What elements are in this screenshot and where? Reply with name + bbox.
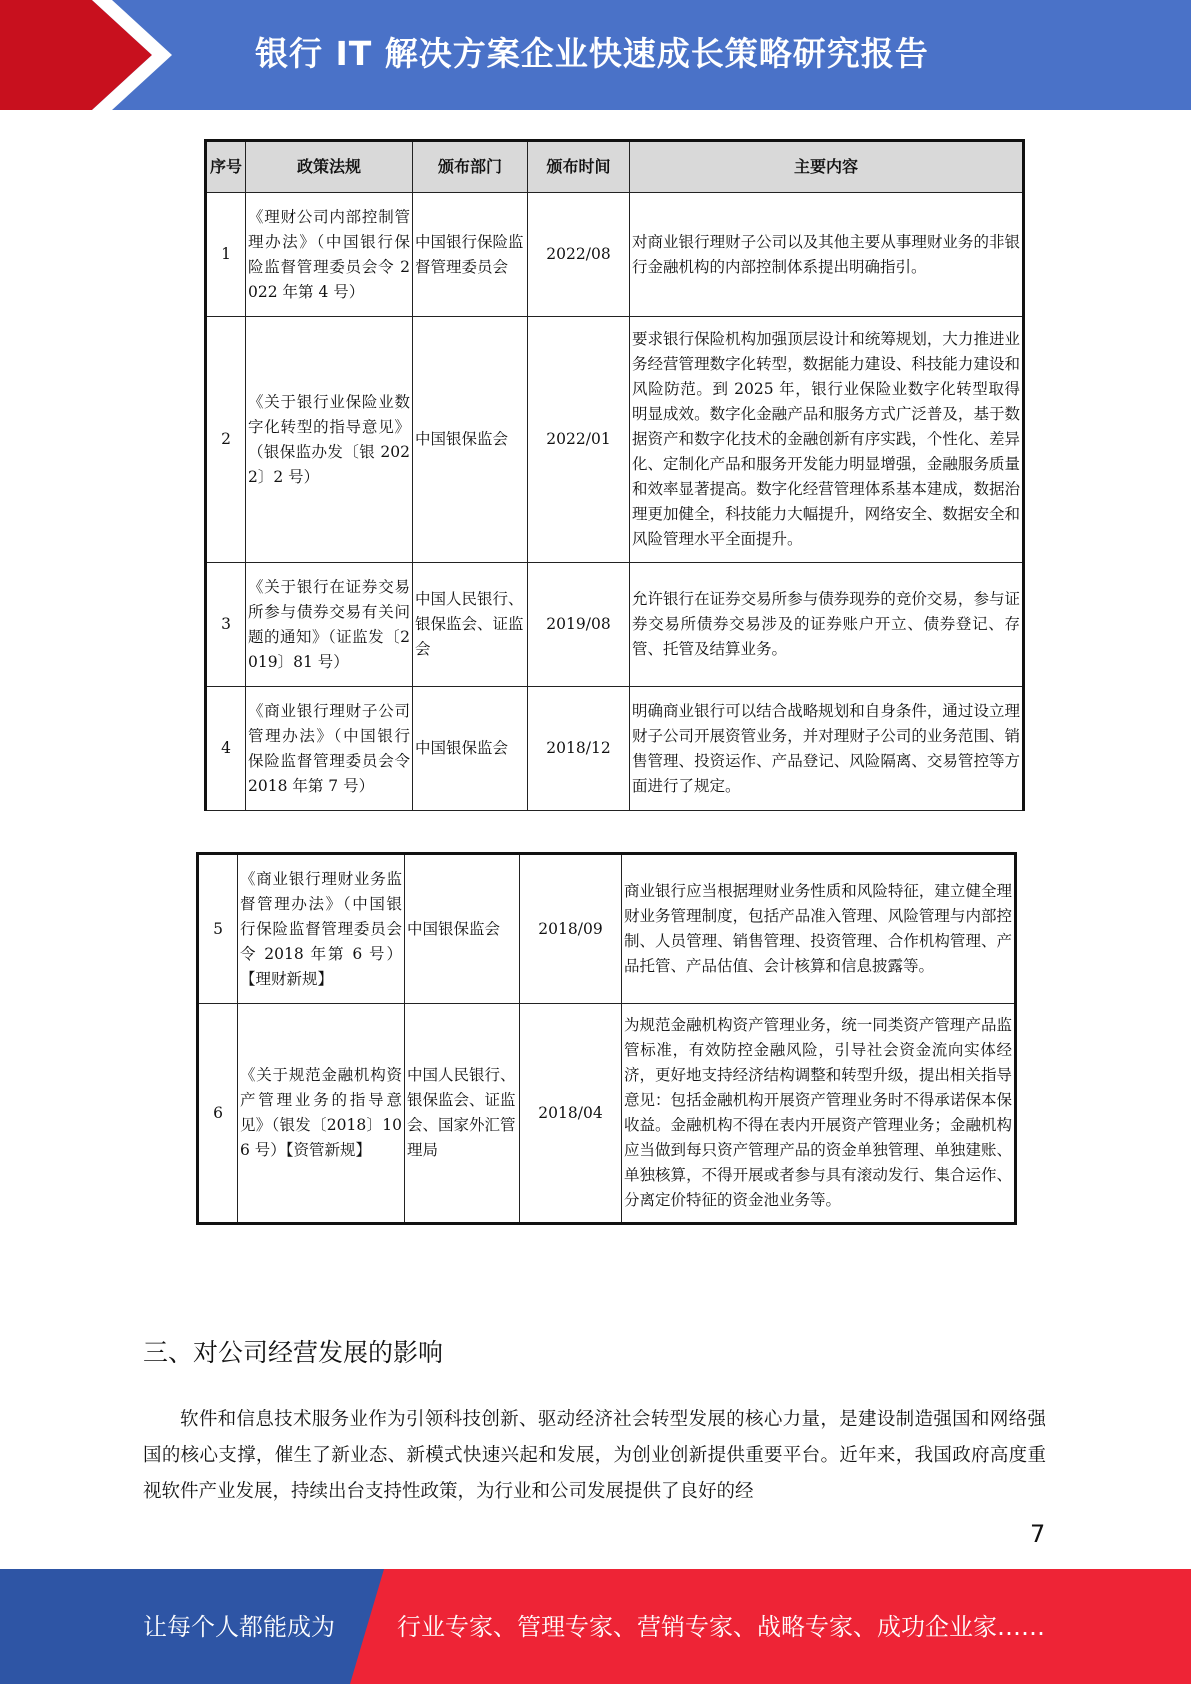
page-number: 7 (1030, 1520, 1046, 1548)
table-header-row (206, 141, 1024, 193)
department: 中国银保监会 (413, 687, 528, 811)
report-title: 银行 IT 解决方案企业快速成长策略研究报告 (255, 34, 929, 73)
main-content: 对商业银行理财子公司以及其他主要从事理财业务的非银行金融机构的内部控制体系提出明确指引。 (630, 193, 1024, 317)
main-content: 明确商业银行可以结合战略规划和自身条件，通过设立理财子公司开展资管业务，并对理财子公司的业务范围、销售管理、投资运作、产品登记、风险隔离、交易管控等方面进行了规定。 (630, 687, 1024, 811)
table-row (206, 193, 1024, 317)
row-number: 5 (198, 854, 238, 1004)
policy-table-part-1 (204, 139, 1025, 811)
page-header (0, 0, 1191, 110)
policy-title: 《关于银行在证券交易所参与债券交易有关问题的通知》（证监发〔2019〕81 号） (246, 563, 413, 687)
page-footer (0, 1569, 1191, 1684)
policy-title: 《商业银行理财子公司管理办法》（中国银行保险监督管理委员会令 2018 年第 7 号） (246, 687, 413, 811)
policy-table-part-2 (196, 852, 1017, 1225)
main-content: 允许银行在证券交易所参与债券现券的竞价交易，参与证券交易所债券交易涉及的证券账户开立、债券登记、存管、托管及结算业务。 (630, 563, 1024, 687)
header-department: 颁布部门 (413, 141, 528, 193)
row-number: 6 (198, 1004, 238, 1224)
policy-title: 《理财公司内部控制管理办法》（中国银行保险监督管理委员会令 2022 年第 4 号） (246, 193, 413, 317)
issue-date: 2018/04 (520, 1004, 622, 1224)
department: 中国人民银行、银保监会、证监会、国家外汇管理局 (405, 1004, 520, 1224)
row-number: 3 (206, 563, 246, 687)
issue-date: 2022/01 (528, 317, 630, 563)
department: 中国银行保险监督管理委员会 (413, 193, 528, 317)
issue-date: 2019/08 (528, 563, 630, 687)
header-policy: 政策法规 (246, 141, 413, 193)
main-content: 商业银行应当根据理财业务性质和风险特征，建立健全理财业务管理制度，包括产品准入管理、风险管理与内部控制、人员管理、销售管理、投资管理、合作机构管理、产品托管、产品估值、会计核算和信息披露等。 (622, 854, 1016, 1004)
body-paragraph: 软件和信息技术服务业作为引领科技创新、驱动经济社会转型发展的核心力量，是建设制造强国和网络强国的核心支撑，催生了新业态、新模式快速兴起和发展，为创业创新提供重要平台。近年来，我国政府高度重视软件产业发展，持续出台支持性政策，为行业和公司发展提供了良好的经 (143, 1409, 1046, 1502)
footer-slogan-right: 行业专家、管理专家、营销专家、战略专家、成功企业家…… (397, 1613, 1045, 1641)
table-row (206, 317, 1024, 563)
issue-date: 2022/08 (528, 193, 630, 317)
department: 中国银保监会 (413, 317, 528, 563)
table-row (198, 854, 1016, 1004)
policy-title: 《关于银行业保险业数字化转型的指导意见》（银保监办发〔银 2022〕2 号） (246, 317, 413, 563)
header-date: 颁布时间 (528, 141, 630, 193)
row-number: 4 (206, 687, 246, 811)
row-number: 2 (206, 317, 246, 563)
policy-title: 《关于规范金融机构资产管理业务的指导意见》（银发〔2018〕106 号）【资管新规】 (238, 1004, 405, 1224)
department: 中国人民银行、银保监会、证监会 (413, 563, 528, 687)
table-row (198, 1004, 1016, 1224)
section-heading: 三、对公司经营发展的影响 (143, 1338, 444, 1367)
table-row (206, 563, 1024, 687)
table-row (206, 687, 1024, 811)
main-content: 要求银行保险机构加强顶层设计和统筹规划，大力推进业务经营管理数字化转型，数据能力建设、科技能力建设和风险防范。到 2025 年，银行业保险业数字化转型取得明显成效。数字化金融产品和服务方式广泛普及，基于数据资产和数字化技术的金融创新有序实践，个性化、差异化、定制化产品和服务开发能力明显增强，金融服务质量和效率显著提高。数字化经营管理体系基本建成，数据治理更加健全，科技能力大幅提升，网络安全、数据安全和风险管理水平全面提升。 (630, 317, 1024, 563)
issue-date: 2018/12 (528, 687, 630, 811)
footer-slogan-left: 让每个人都能成为 (143, 1613, 335, 1641)
row-number: 1 (206, 193, 246, 317)
department: 中国银保监会 (405, 854, 520, 1004)
policy-title: 《商业银行理财业务监督管理办法》（中国银行保险监督管理委员会令 2018 年第 6 号）【理财新规】 (238, 854, 405, 1004)
header-no: 序号 (206, 141, 246, 193)
main-content: 为规范金融机构资产管理业务，统一同类资产管理产品监管标准，有效防控金融风险，引导社会资金流向实体经济，更好地支持经济结构调整和转型升级，提出相关指导意见：包括金融机构开展资产管理业务时不得承诺保本保收益。金融机构不得在表内开展资产管理业务；金融机构应当做到每只资产管理产品的资金单独管理、单独建账、单独核算，不得开展或者参与具有滚动发行、集合运作、分离定价特征的资金池业务等。 (622, 1004, 1016, 1224)
issue-date: 2018/09 (520, 854, 622, 1004)
header-content: 主要内容 (630, 141, 1024, 193)
